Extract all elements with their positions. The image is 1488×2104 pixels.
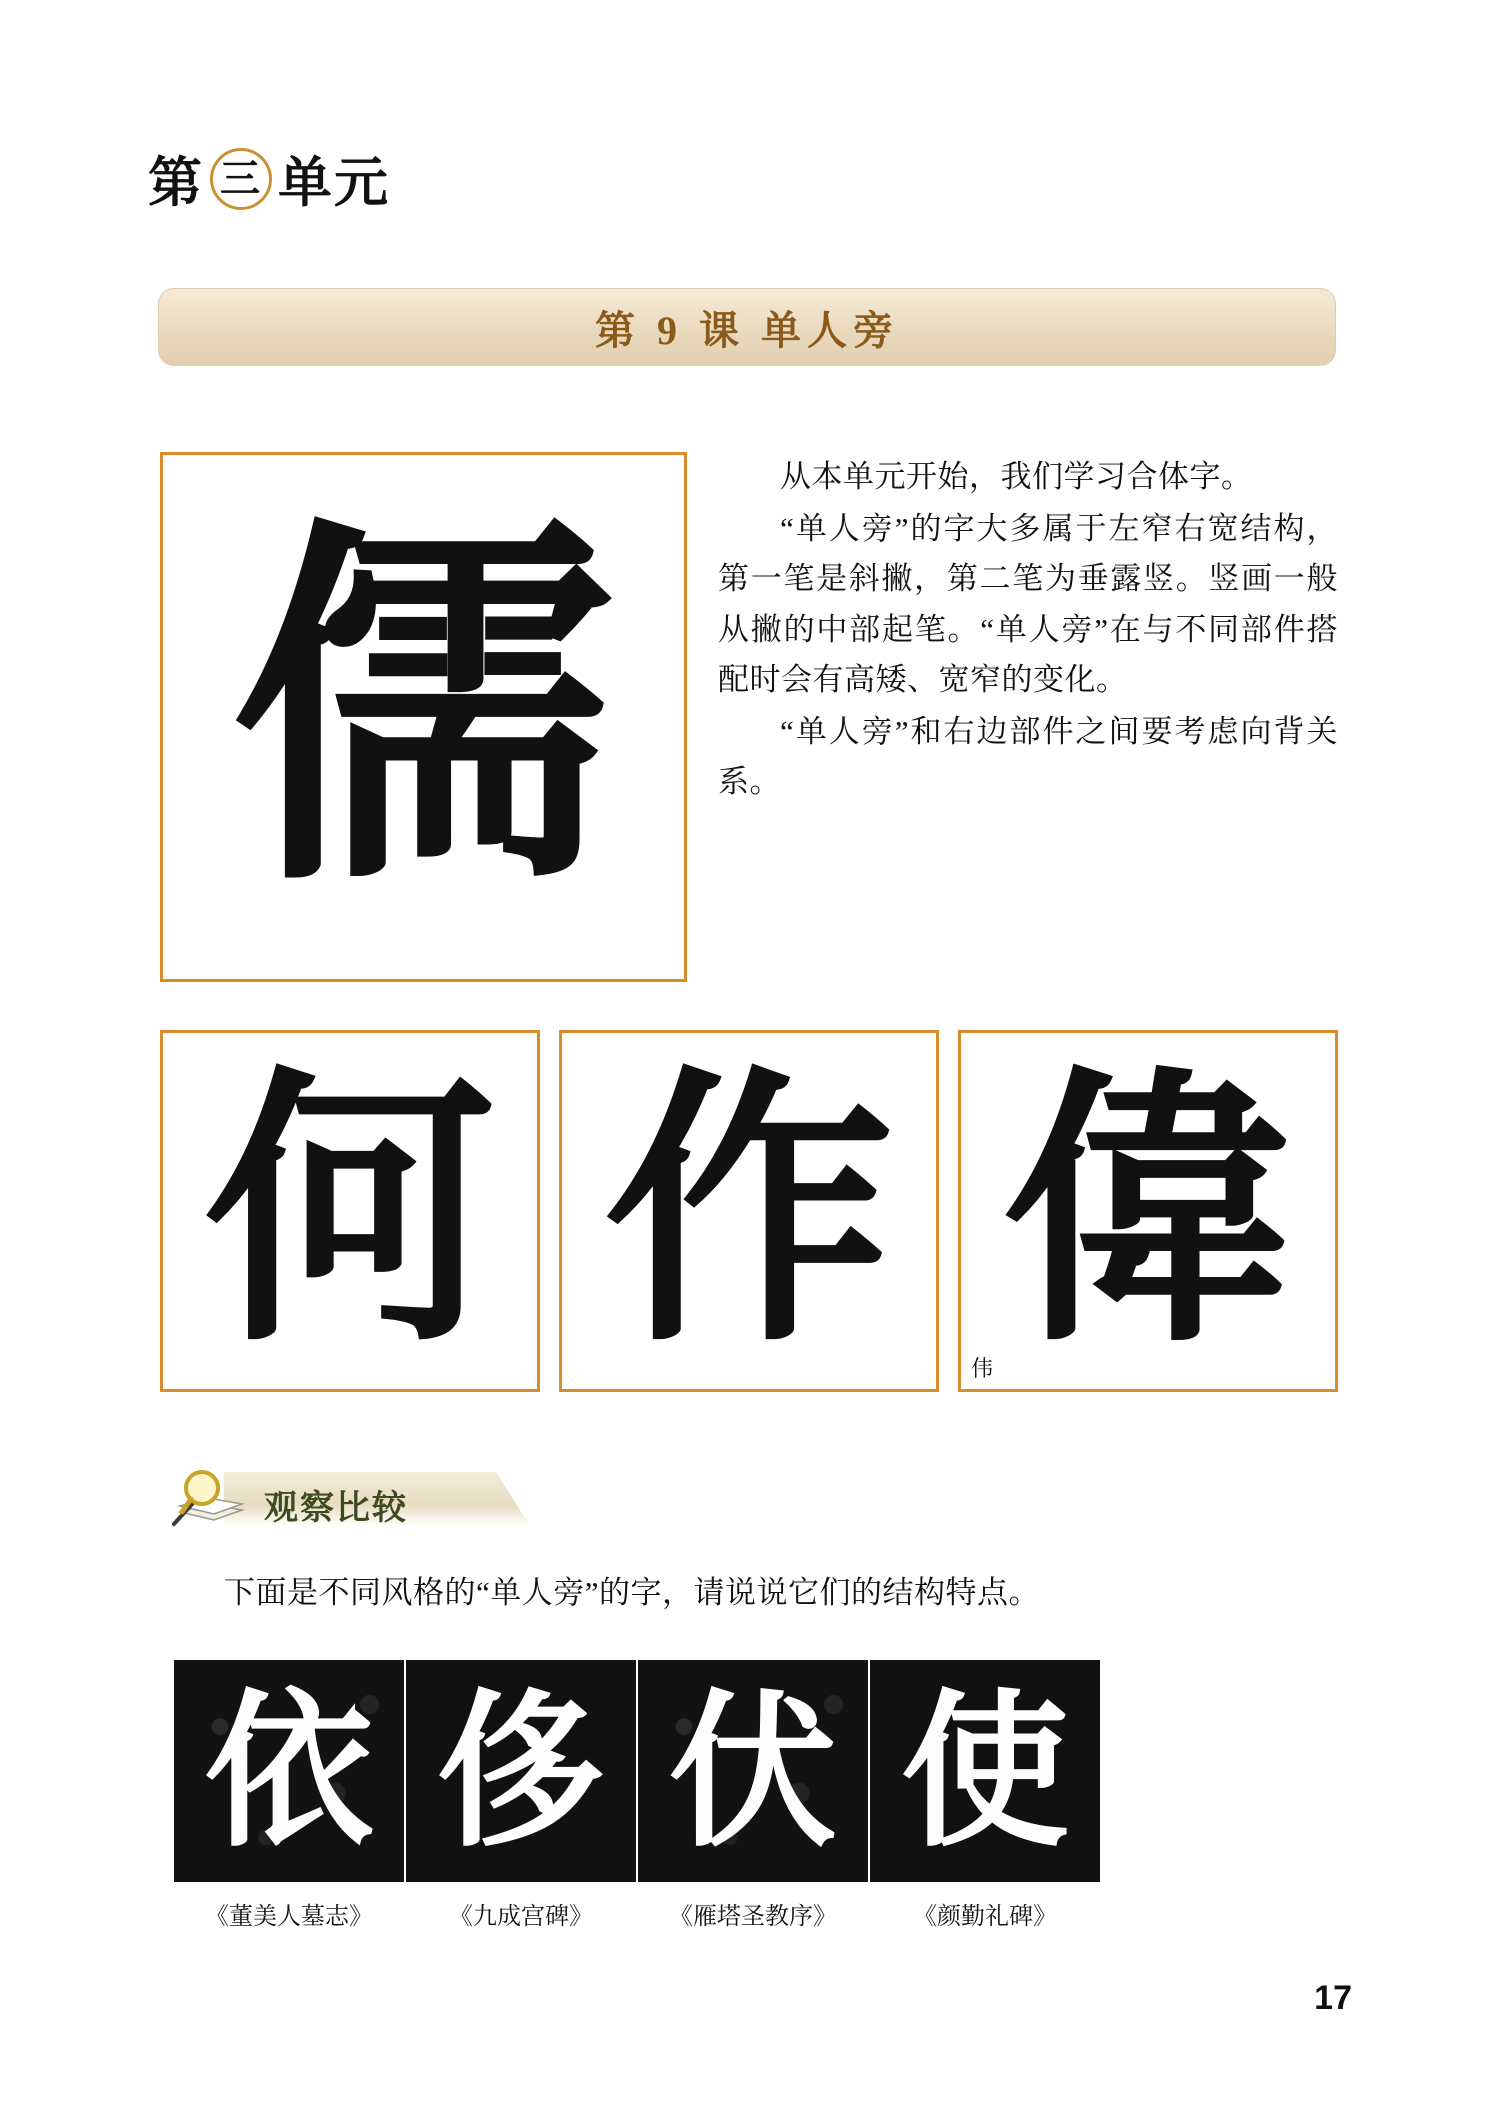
example-character-glyph: 偉 (1003, 1041, 1293, 1381)
specimen-plate (406, 1660, 636, 1882)
specimen-glyph: 伏 (669, 1672, 837, 1870)
section-ribbon (160, 1468, 530, 1530)
intro-paragraph-1: 从本单元开始，我们学习合体字。 (780, 459, 1253, 494)
specimen-item (406, 1660, 636, 1931)
specimen-row (160, 1660, 1340, 1960)
main-character-frame (160, 452, 687, 982)
specimen-caption: 《颜勤礼碑》 (913, 1904, 1057, 1930)
section-prompt: 下面是不同风格的“单人旁”的字，请说说它们的结构特点。 (224, 1575, 1041, 1610)
example-character-glyph: 何 (205, 1041, 495, 1381)
specimen-plate (870, 1660, 1100, 1882)
specimen-glyph: 依 (205, 1672, 373, 1870)
lesson-title: 第 9 课 单人旁 (595, 307, 899, 353)
unit-number-circle: 三 (210, 148, 272, 210)
specimen-caption: 《九成宫碑》 (449, 1904, 593, 1930)
intro-text-block (718, 452, 1338, 810)
section-ribbon-label: 观察比较 (264, 1490, 408, 1527)
example-character-glyph: 作 (604, 1041, 894, 1381)
specimen-plate (638, 1660, 868, 1882)
specimen-plate (174, 1660, 404, 1882)
example-character-frame (559, 1030, 939, 1392)
lesson-title-bar (158, 288, 1336, 366)
example-character-frame (958, 1030, 1338, 1392)
example-character-row (160, 1030, 1338, 1392)
specimen-item (638, 1660, 868, 1931)
specimen-item (174, 1660, 404, 1931)
example-character-note: 伟 (971, 1356, 994, 1381)
specimen-glyph: 侈 (437, 1672, 605, 1870)
intro-paragraph-3: “单人旁”和右边部件之间要考虑向背关系。 (718, 714, 1338, 800)
main-character-glyph: 儒 (233, 485, 614, 932)
unit-suffix: 单元 (278, 153, 390, 213)
magnifier-book-icon (164, 1468, 250, 1530)
specimen-caption: 《董美人墓志》 (205, 1904, 373, 1930)
specimen-caption: 《雁塔圣教序》 (669, 1904, 837, 1930)
unit-prefix: 第 (148, 153, 204, 213)
specimen-item (870, 1660, 1100, 1931)
example-character-frame (160, 1030, 540, 1392)
intro-paragraph-2: “单人旁”的字大多属于左窄右宽结构，第一笔是斜撇，第二笔为垂露竖。竖画一般从撇的中部起笔。“单人旁”在与不同部件搭配时会有高矮、宽窄的变化。 (718, 511, 1338, 697)
page-number: 17 (1314, 1979, 1352, 2017)
unit-heading (148, 140, 390, 217)
specimen-glyph: 使 (901, 1672, 1069, 1870)
